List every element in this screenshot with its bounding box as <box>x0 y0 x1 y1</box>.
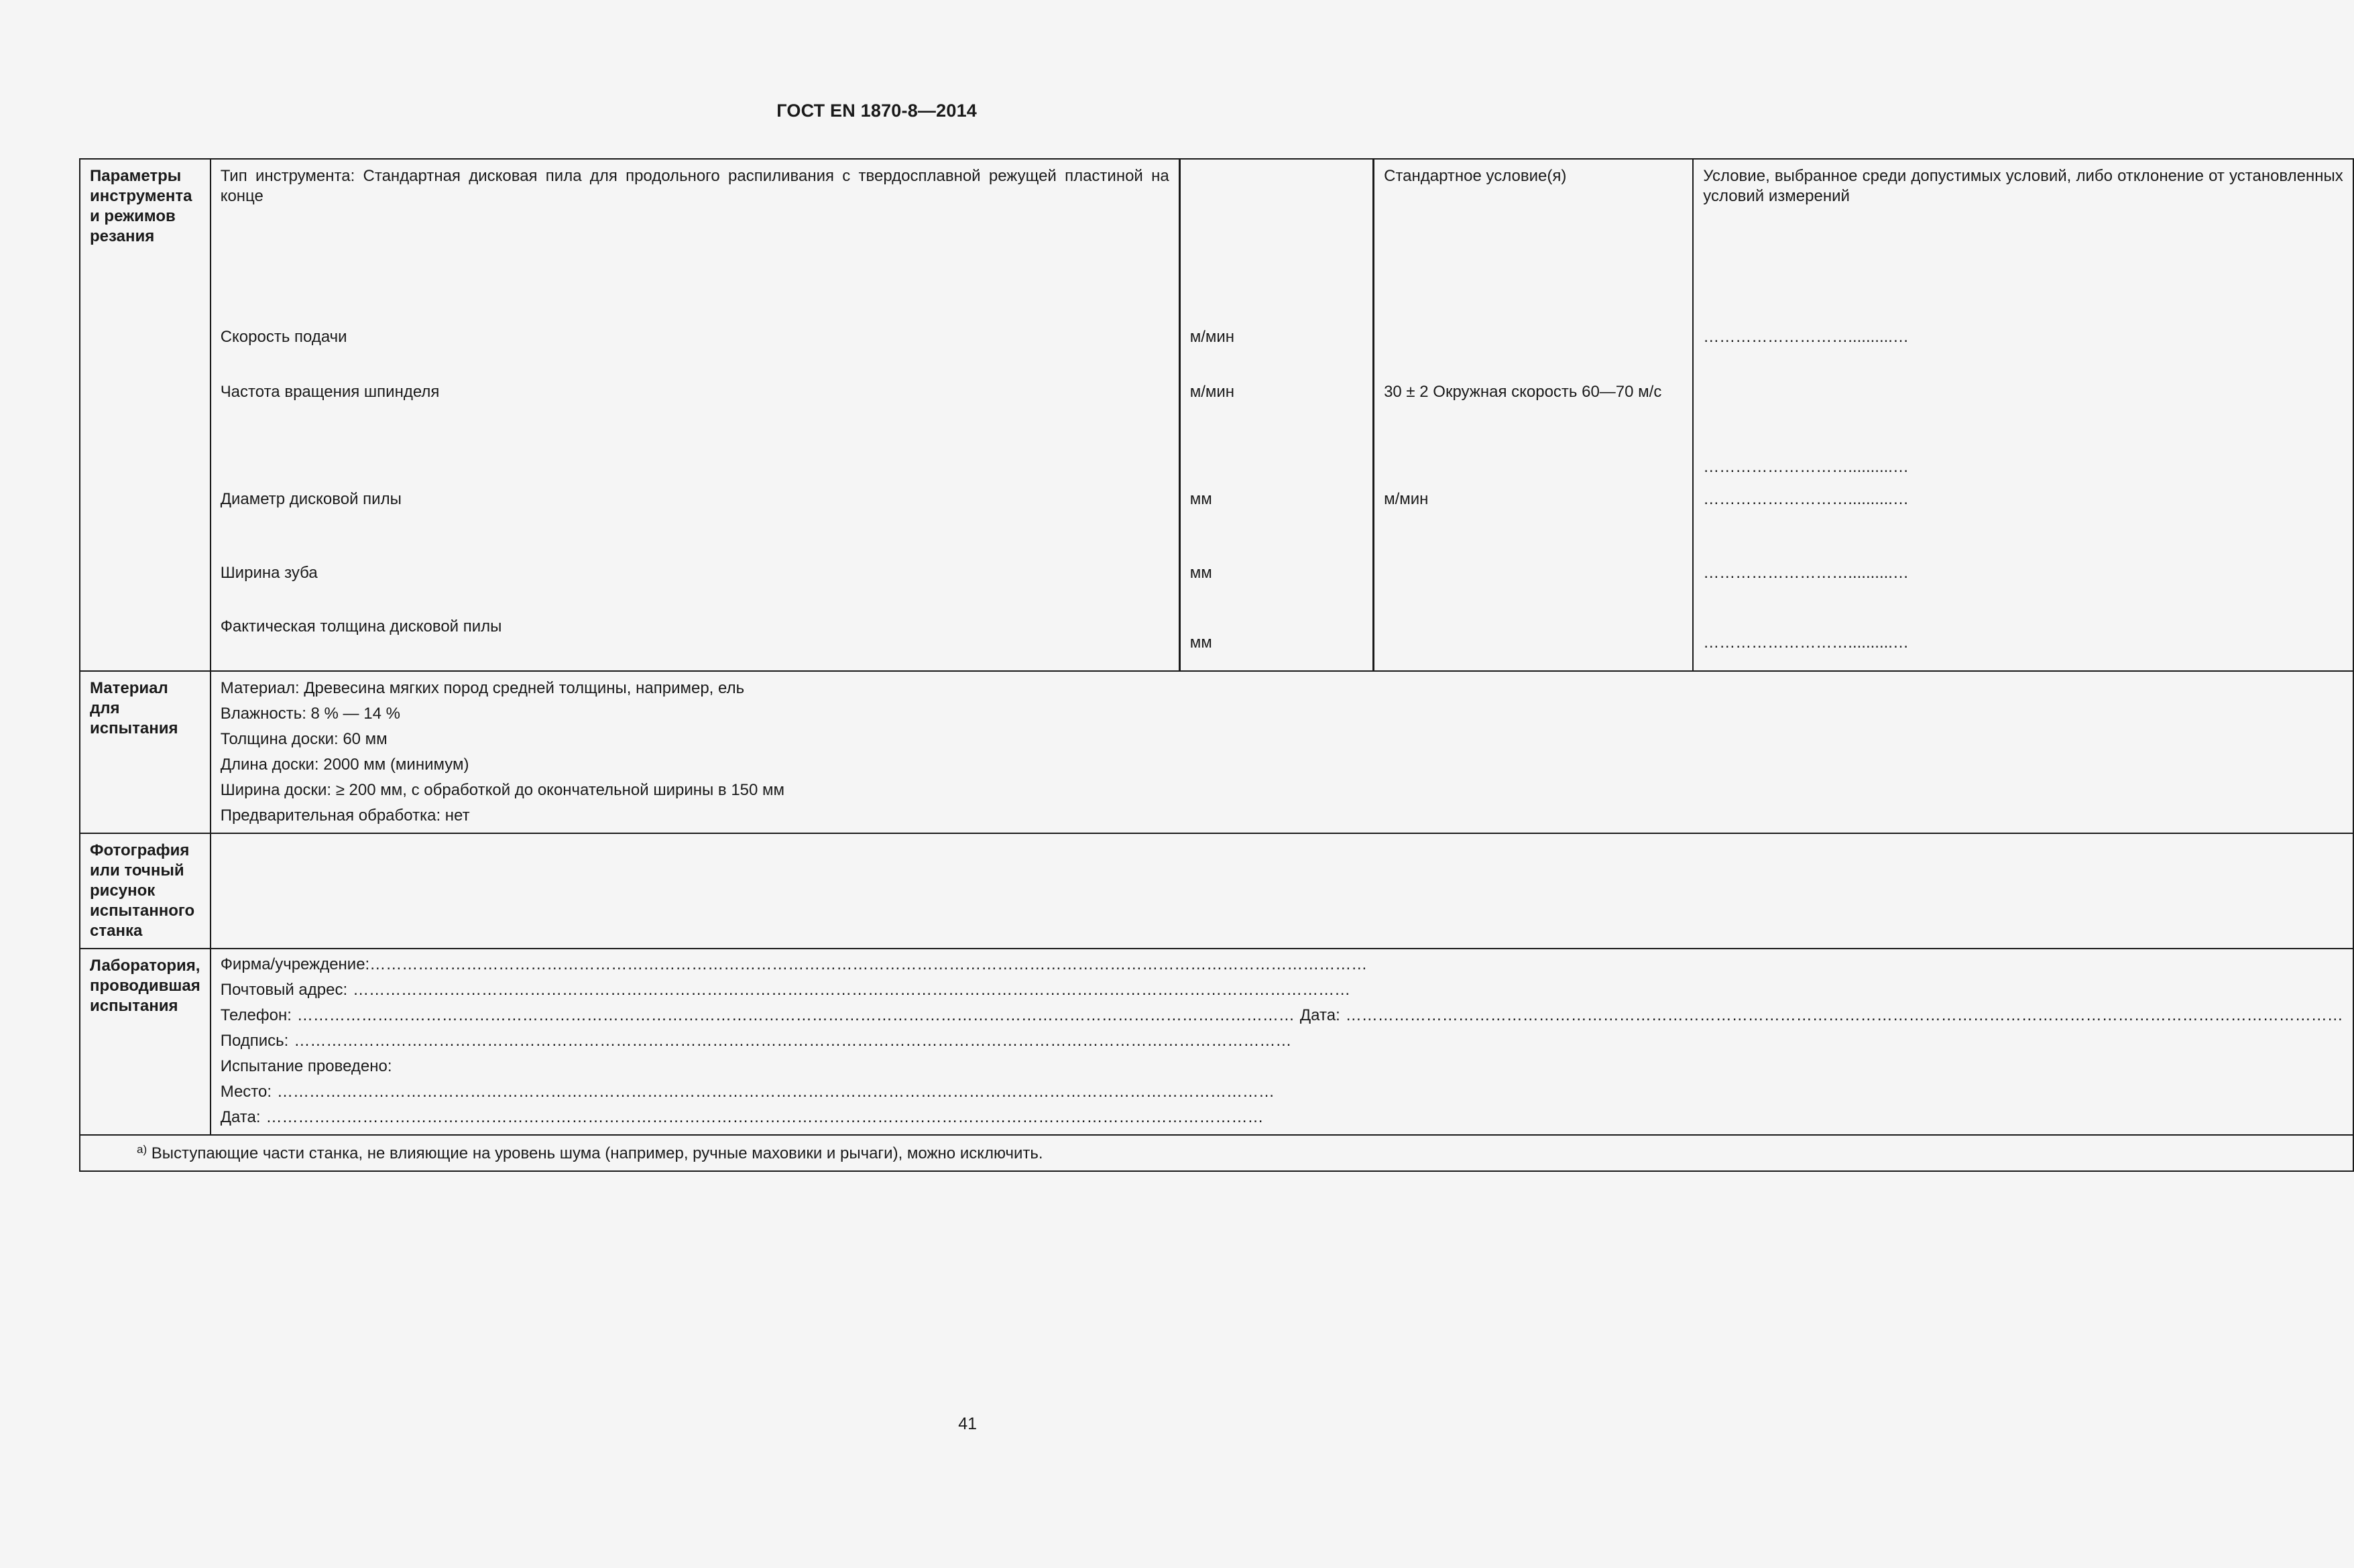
param-fill-dots: ………………………..........… <box>1693 556 2353 610</box>
place-dots: …………………………………………………………………………………………………………………………………………………………………… <box>277 1083 1275 1101</box>
place-label: Место: <box>220 1083 272 1101</box>
material-section-row <box>80 671 2353 833</box>
param-row <box>80 374 2353 483</box>
param-unit: м/мин <box>1179 327 1373 374</box>
lab-section-row <box>80 949 2353 1135</box>
unit-header-cell <box>1179 159 1373 327</box>
photo-section-row <box>80 833 2353 949</box>
param-fill-dots: ………………………..........… <box>1693 327 2353 374</box>
board-width-line: Ширина доски: ≥ 200 мм, с обработкой до окончательной ширины в 150 мм <box>220 781 785 799</box>
date-label: Дата: <box>1299 1006 1340 1024</box>
param-unit: м/мин <box>1179 374 1373 483</box>
page-number: 41 <box>958 1414 977 1433</box>
document-code: ГОСТ EN 1870-8—2014 <box>776 101 977 121</box>
param-fill-dots: ………………………..........… <box>1693 483 2353 556</box>
param-name: Скорость подачи <box>211 327 1180 374</box>
firm-label: Фирма/учреждение: <box>220 955 370 973</box>
param-unit: мм <box>1179 483 1373 556</box>
param-name: Ширина зуба <box>211 556 1180 610</box>
param-standard: м/мин <box>1374 483 1694 556</box>
test-date-label: Дата: <box>220 1108 261 1126</box>
postal-label: Почтовый адрес: <box>220 981 348 999</box>
board-thickness-line: Толщина доски: 60 мм <box>220 730 388 748</box>
standard-condition-header: Стандартное условие(я) <box>1374 159 1694 327</box>
param-standard <box>1374 610 1694 671</box>
footnote <box>80 1135 2353 1171</box>
selected-condition-header: Условие, выбранное среди допустимых условий, либо отклонение от установленных условий измерений <box>1693 159 2353 327</box>
place-field <box>221 1079 2343 1105</box>
param-unit: мм <box>1179 556 1373 610</box>
tool-section-row <box>80 159 2353 327</box>
postal-field <box>221 977 2343 1003</box>
param-row <box>80 610 2353 671</box>
lab-details <box>211 949 2353 1135</box>
param-row <box>80 327 2353 374</box>
test-date-dots: …………………………………………………………………………………………………………………………………………………………………… <box>266 1108 1264 1126</box>
pretreatment-line: Предварительная обработка: нет <box>220 806 470 825</box>
param-name: Диаметр дисковой пилы <box>211 483 1180 556</box>
footnote-marker: а) <box>137 1143 148 1156</box>
footnote-text: Выступающие части станка, не влияющие на уровень шума (например, ручные маховики и рычаги), можно исключить. <box>151 1144 1043 1162</box>
moisture-line: Влажность: 8 % — 14 % <box>220 705 400 723</box>
phone-dots: …………………………………………………………………………………………………………………………………………………………………… <box>296 1006 1295 1024</box>
param-standard <box>1374 556 1694 610</box>
test-date-field <box>221 1105 2343 1130</box>
param-standard: 30 ± 2 Окружная скорость 60—70 м/с <box>1374 374 1694 483</box>
material-line: Материал: Древесина мягких пород средней толщины, например, ель <box>220 679 745 697</box>
firm-field <box>221 952 2343 977</box>
photo-section-label: Фотография или точный рисунок испытанного станка <box>80 833 211 949</box>
param-fill-dots: ………………………..........… <box>1693 374 2353 483</box>
test-done-label: Испытание проведено: <box>220 1057 392 1075</box>
footnote-row <box>80 1135 2353 1171</box>
lab-section-label: Лаборатория, проводившая испытания <box>80 949 211 1135</box>
param-row <box>80 556 2353 610</box>
signature-label: Подпись: <box>220 1032 289 1050</box>
board-length-line: Длина доски: 2000 мм (минимум) <box>220 756 469 774</box>
param-unit: мм <box>1179 610 1373 671</box>
test-report-table <box>79 158 2354 1172</box>
param-name: Фактическая толщина дисковой пилы <box>211 610 1180 671</box>
material-details <box>211 671 2353 833</box>
phone-label: Телефон: <box>220 1006 292 1024</box>
tool-type-cell: Тип инструмента: Стандартная дисковая пила для продольного распиливания с твердосплавной режущей пластиной на конце <box>211 159 1180 327</box>
phone-date-field <box>221 1003 2343 1028</box>
postal-dots: …………………………………………………………………………………………………………………………………………………………………… <box>353 981 1351 999</box>
signature-field <box>221 1028 2343 1054</box>
param-standard <box>1374 327 1694 374</box>
param-row <box>80 483 2353 556</box>
date-dots: …………………………………………………………………………………………………………………………………………………………………… <box>1345 1006 2343 1024</box>
tool-section-label: Параметры инструмента и режимов резания <box>80 159 211 671</box>
material-section-label: Материал для испытания <box>80 671 211 833</box>
firm-dots: …………………………………………………………………………………………………………………………………………………………………… <box>369 955 1368 973</box>
param-fill-dots: ………………………..........… <box>1693 610 2353 671</box>
photo-placeholder <box>211 833 2353 949</box>
param-name: Частота вращения шпинделя <box>211 374 1180 483</box>
signature-dots: …………………………………………………………………………………………………………………………………………………………………… <box>294 1032 1292 1050</box>
